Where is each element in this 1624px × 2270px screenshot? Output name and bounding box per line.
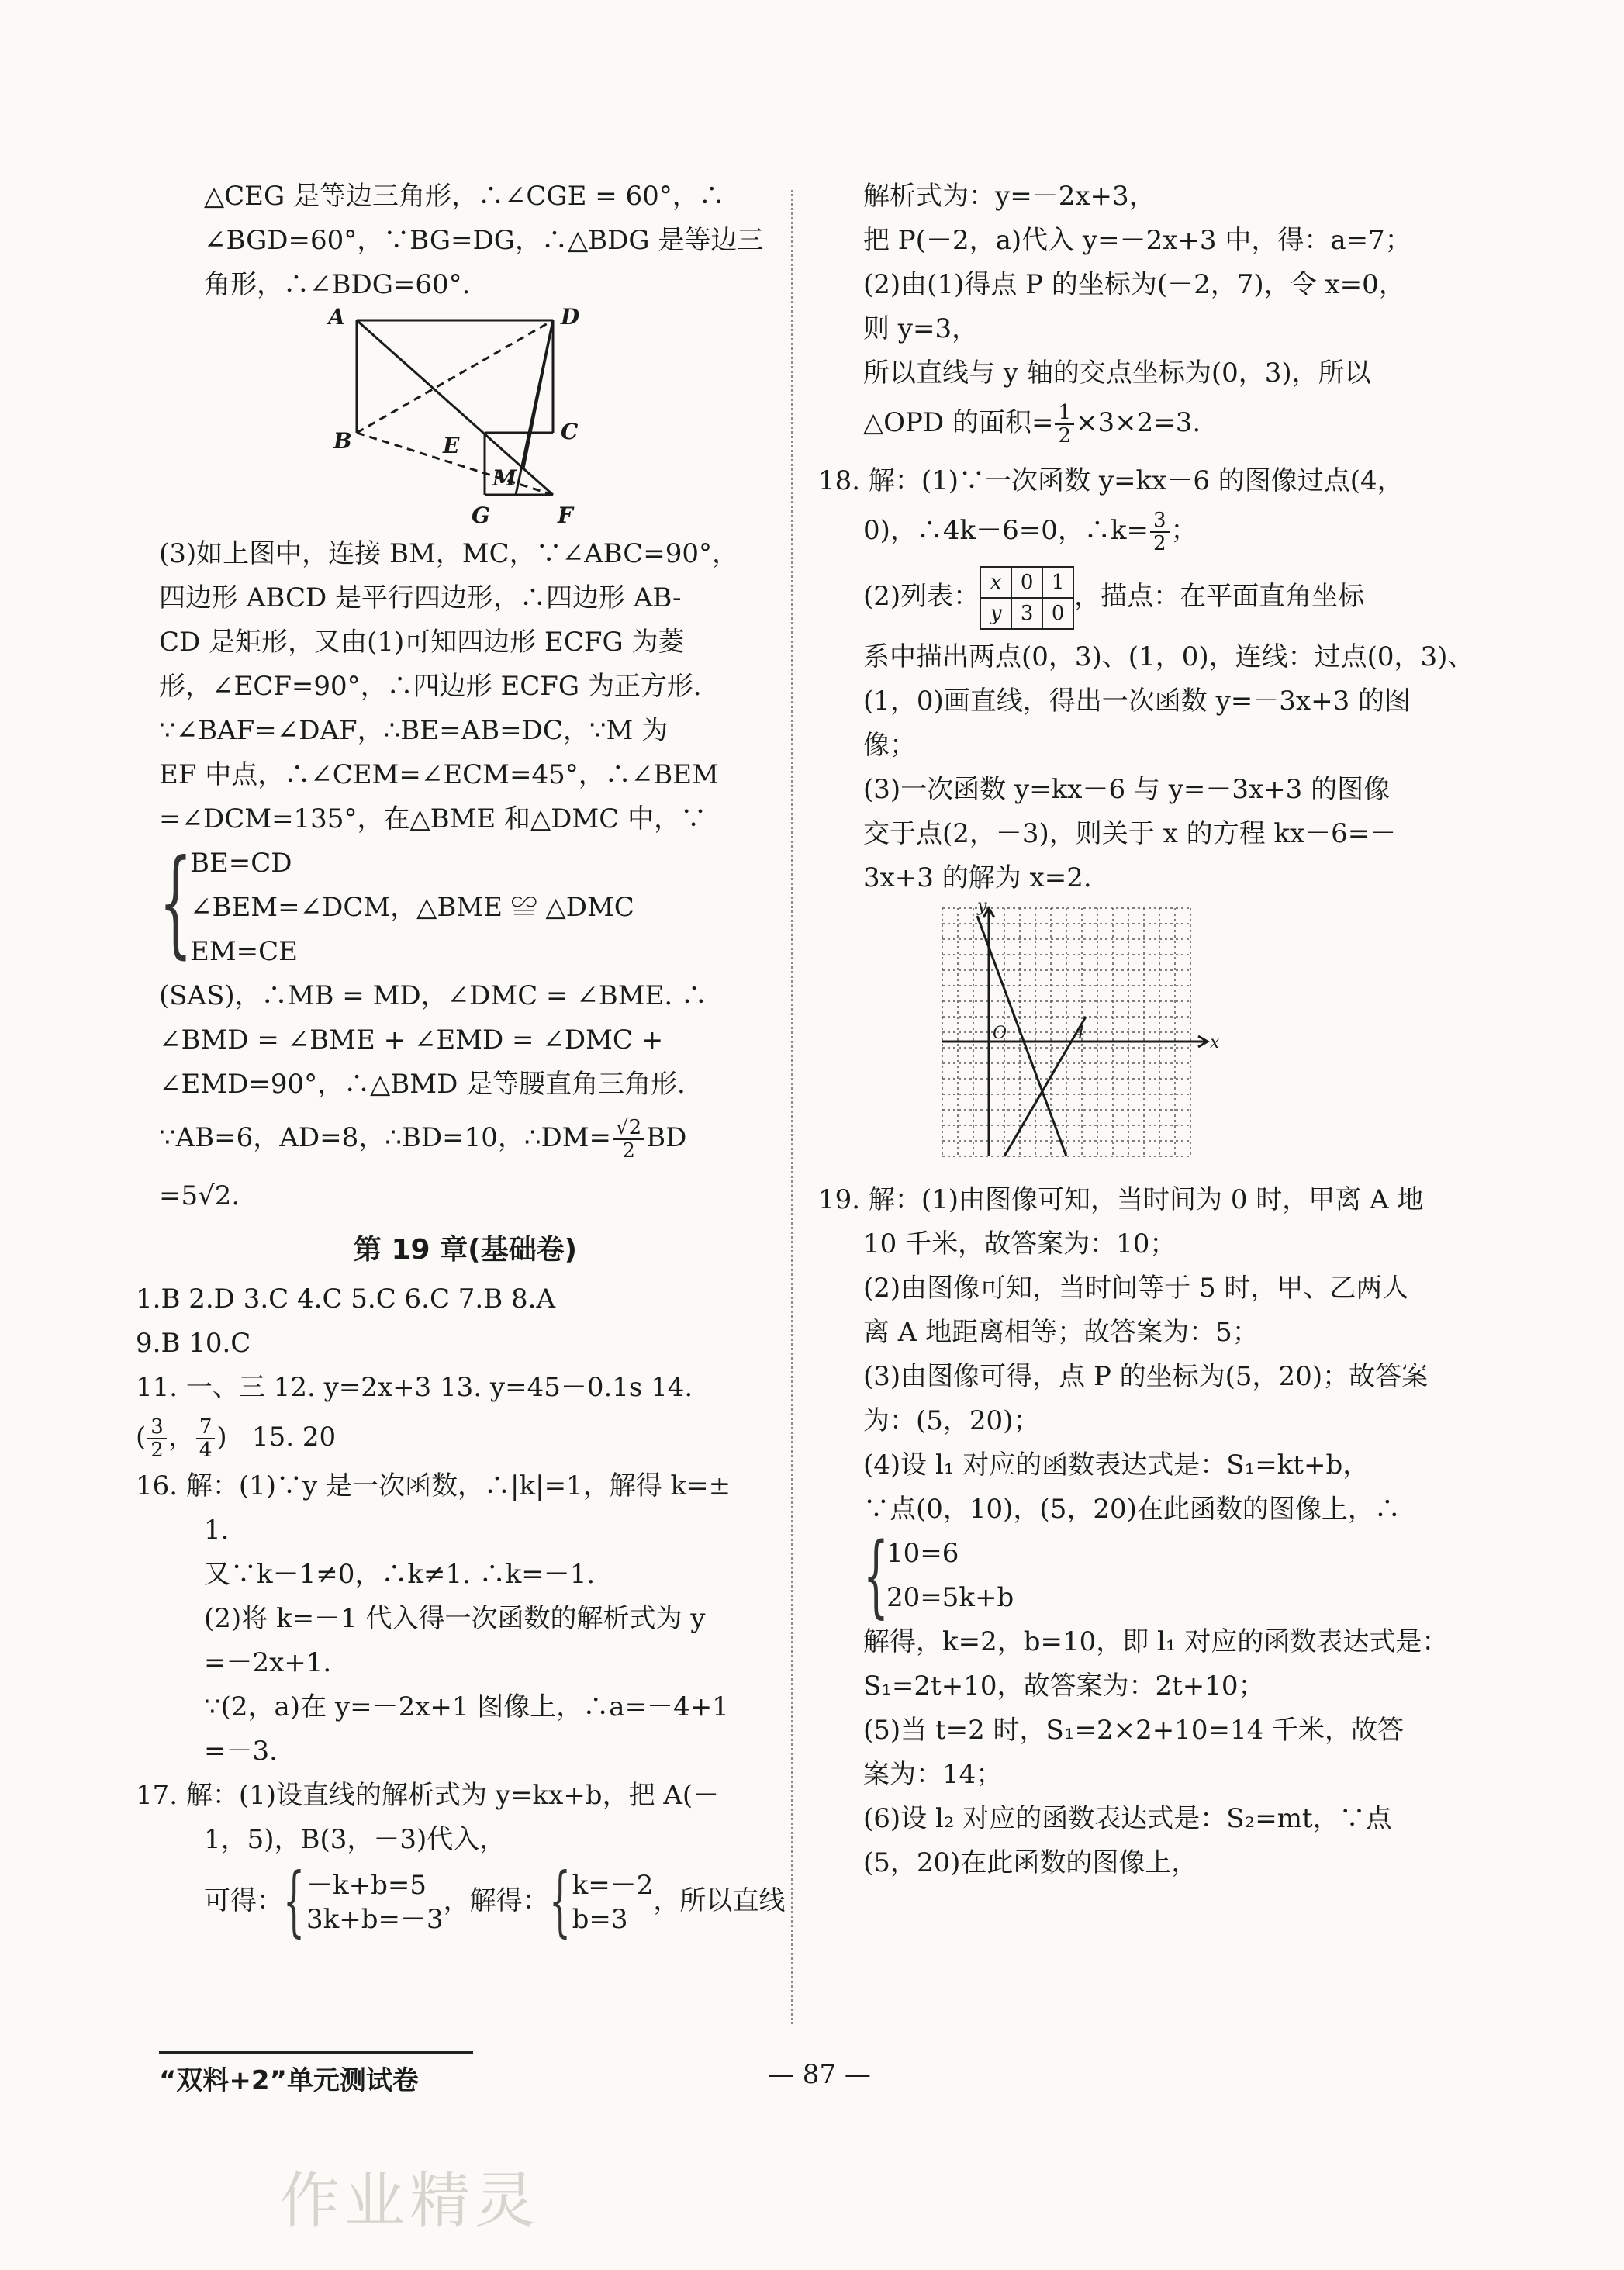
text-line: (3)由图像可得，点 P 的坐标为(5，20)；故答案 xyxy=(863,1361,1429,1392)
text-line: 系中描出两点(0，3)、(1，0)，连线：过点(0，3)、 xyxy=(863,641,1474,672)
text-line: 所以直线与 y 轴的交点坐标为(0，3)，所以 xyxy=(863,358,1371,389)
text-line: ∠BMD = ∠BME + ∠EMD = ∠DMC + xyxy=(159,1024,664,1056)
label-A: A xyxy=(328,307,345,330)
label-F: F xyxy=(558,503,573,528)
label-D: D xyxy=(561,307,580,330)
point-label: 4 xyxy=(1074,1024,1085,1043)
system-line: ∠BEM=∠DCM，△BME ≌ △DMC xyxy=(190,892,634,923)
equation-system xyxy=(283,1857,444,1946)
answers-line xyxy=(136,1410,772,1464)
watermark: 作业精灵 xyxy=(279,2166,541,2236)
text-line: S₁=2t+10，故答案为：2t+10； xyxy=(863,1671,1265,1702)
text-line: (5，20)在此函数的图像上， xyxy=(863,1847,1198,1878)
text-fragment: ，所以直线 xyxy=(653,1885,786,1916)
text-fragment: 可得： xyxy=(204,1885,283,1916)
text-line: (2)由图像可知，当时间等于 5 时，甲、乙两人 xyxy=(863,1273,1409,1304)
text-line: 3x+3 的解为 x=2. xyxy=(863,862,1092,893)
label-G: G xyxy=(472,503,490,528)
text-line: 形，∠ECF=90°，∴四边形 ECFG 为正方形． xyxy=(159,671,720,702)
label-E: E xyxy=(443,433,460,458)
value-table xyxy=(980,566,1074,630)
fraction-denominator: 2 xyxy=(150,1439,164,1462)
brace-symbol: { xyxy=(283,1857,306,1946)
right-column xyxy=(818,174,1474,1885)
fraction-numerator: √2 xyxy=(613,1117,644,1140)
text-line: (1，0)画直线，得出一次函数 y=－3x+3 的图 xyxy=(863,686,1411,717)
text-line: 离 A 地距离相等；故答案为：5； xyxy=(863,1317,1259,1348)
label-M: M xyxy=(492,465,517,491)
system-line: BE=CD xyxy=(190,848,292,879)
text-line: 17. 解：(1)设直线的解析式为 y=kx+b，把 A(－ xyxy=(136,1780,720,1811)
table-cell: 0 xyxy=(1011,567,1042,598)
fraction-numerator: 1 xyxy=(1055,402,1074,425)
fraction xyxy=(613,1117,644,1162)
text-line xyxy=(818,503,1439,558)
fraction-denominator: 2 xyxy=(1152,532,1166,555)
table-cell: x xyxy=(980,567,1011,598)
brace-symbol: { xyxy=(863,1524,889,1628)
text-line: 为：(5，20)； xyxy=(863,1405,1040,1436)
text-line: (6)设 l₂ 对应的函数表达式是：S₂=mt，∵点 xyxy=(863,1803,1392,1834)
text-line: 案为：14； xyxy=(863,1759,1003,1790)
page-number: — 87 — xyxy=(768,2059,871,2090)
text-line: 16. 解：(1)∵y 是一次函数，∴|k|=1，解得 k=± xyxy=(136,1470,731,1501)
comma: ， xyxy=(168,1422,195,1453)
table-row xyxy=(980,567,1073,598)
text-line: (3)一次函数 y=kx－6 与 y=－3x+3 的图像 xyxy=(863,774,1391,805)
table-row xyxy=(980,598,1073,629)
bd-line xyxy=(159,1107,772,1169)
equation: －k+b=5 xyxy=(306,1870,427,1901)
label-C: C xyxy=(561,419,579,444)
table-cell: 3 xyxy=(1011,598,1042,629)
value-table-line xyxy=(818,558,1439,635)
geometry-figure xyxy=(159,307,772,532)
text-line: 18. 解：(1)∵一次函数 y=kx－6 的图像过点(4， xyxy=(818,465,1404,496)
q17-system-line xyxy=(159,1857,786,1946)
text-line: 又∵k－1≠0，∴k≠1. ∴k=－1. xyxy=(204,1559,596,1590)
text-line: (SAS)，∴MB = MD，∠DMC = ∠BME. ∴ xyxy=(159,980,708,1011)
text-line: 交于点(2，－3)，则关于 x 的方程 kx－6=－ xyxy=(863,818,1397,849)
fraction-numerator: 3 xyxy=(147,1416,167,1439)
text-line: 像； xyxy=(863,730,916,761)
text-line: ∵(2，a)在 y=－2x+1 图像上，∴a=－4+1 xyxy=(204,1691,729,1722)
x-axis-label: x xyxy=(1210,1033,1220,1052)
answers-line: 1.B 2.D 3.C 4.C 5.C 6.C 7.B 8.A xyxy=(136,1284,556,1315)
text-line: (5)当 t=2 时，S₁=2×2+10=14 千米，故答 xyxy=(863,1715,1405,1746)
answer-15: 15. 20 xyxy=(226,1422,337,1453)
text-line: =5√2. xyxy=(159,1180,240,1211)
text-line: EF 中点，∴∠CEM=∠ECM=45°，∴∠BEM xyxy=(159,759,719,790)
text-line: =∠DCM=135°，在△BME 和△DMC 中，∵ xyxy=(159,803,707,834)
text-fragment: ； xyxy=(1170,515,1197,546)
column-divider xyxy=(791,190,793,2024)
paren: ) xyxy=(216,1422,227,1453)
text-line: (4)设 l₁ 对应的函数表达式是：S₁=kt+b， xyxy=(863,1449,1370,1481)
text-line: △CEG 是等边三角形，∴∠CGE = 60°，∴ xyxy=(204,181,725,212)
table-cell: 0 xyxy=(1042,598,1073,629)
bd-prefix: ∵AB=6，AD=8，∴BD=10，∴DM= xyxy=(159,1122,612,1153)
fraction xyxy=(1150,510,1170,555)
chapter-heading: 第 19 章(基础卷) xyxy=(353,1234,578,1266)
text-line: =－2x+1. xyxy=(204,1647,332,1678)
text-line: CD 是矩形，又由(1)可知四边形 ECFG 为菱 xyxy=(159,627,685,658)
answers-line: 9.B 10.C xyxy=(136,1328,251,1359)
text-line: 解析式为：y=－2x+3， xyxy=(863,181,1156,212)
text-line: 1. xyxy=(204,1515,230,1546)
text-line: 四边形 ABCD 是平行四边形，∴四边形 AB- xyxy=(159,582,682,613)
text-line: (3)如上图中，连接 BM，MC，∵∠ABC=90°， xyxy=(159,538,739,569)
table-cell: y xyxy=(980,598,1011,629)
equation: b=3 xyxy=(572,1904,628,1935)
fraction-numerator: 3 xyxy=(1150,510,1170,533)
text-line: ∠EMD=90°，∴△BMD 是等腰直角三角形． xyxy=(159,1069,704,1100)
area-line xyxy=(818,396,1439,450)
label-B: B xyxy=(333,428,352,454)
text-fragment: 0)，∴4k－6=0，∴k= xyxy=(863,515,1149,546)
fraction-denominator: 4 xyxy=(199,1439,213,1462)
text-fragment: ，解得： xyxy=(443,1885,549,1916)
brace-symbol: { xyxy=(548,1857,571,1946)
text-line: ∠BGD=60°，∵BG=DG，∴△BDG 是等边三 xyxy=(204,225,764,256)
equation-system xyxy=(548,1857,654,1946)
text-line: 则 y=3， xyxy=(863,313,979,344)
function-line-1 xyxy=(977,916,1066,1156)
bd-suffix: BD xyxy=(646,1122,687,1153)
text-line: (2)将 k=－1 代入得一次函数的解析式为 y xyxy=(204,1603,706,1634)
text-line: 把 P(－2，a)代入 y=－2x+3 中，得：a=7； xyxy=(863,225,1411,256)
text-fragment: ，描点：在平面直角坐标 xyxy=(1074,581,1365,612)
text-line: 角形，∴∠BDG=60°. xyxy=(204,269,471,300)
text-line: 解得，k=2，b=10，即 l₁ 对应的函数表达式是： xyxy=(863,1626,1449,1657)
text-line: 1，5)，B(3，－3)代入， xyxy=(204,1824,506,1855)
text-line: ∵∠BAF=∠DAF，∴BE=AB=DC，∵M 为 xyxy=(159,715,669,746)
equation-system xyxy=(159,835,772,974)
brace-symbol: { xyxy=(159,835,192,970)
system-line: 20=5k+b xyxy=(886,1582,1014,1613)
origin-label: O xyxy=(993,1024,1007,1043)
fraction-denominator: 2 xyxy=(622,1139,635,1163)
equation-system xyxy=(818,1524,1439,1628)
table-cell: 1 xyxy=(1042,567,1073,598)
text-fragment: △OPD 的面积= xyxy=(863,407,1054,438)
text-line: (2)由(1)得点 P 的坐标为(－2，7)，令 x=0， xyxy=(863,269,1405,300)
paren: ( xyxy=(136,1422,147,1453)
footer-rule xyxy=(159,2051,473,2054)
system-line: 10=6 xyxy=(886,1538,959,1569)
function-graph xyxy=(818,900,1439,1164)
text-line: 10 千米，故答案为：10； xyxy=(863,1228,1177,1259)
system-line: EM=CE xyxy=(190,936,298,967)
fraction-numerator: 7 xyxy=(196,1416,216,1439)
footer-title: “双料+2”单元测试卷 xyxy=(159,2065,419,2096)
text-line: =－3. xyxy=(204,1736,278,1767)
text-fragment: (2)列表： xyxy=(863,581,980,612)
fraction xyxy=(196,1416,216,1461)
text-line: 19. 解：(1)由图像可知，当时间为 0 时，甲离 A 地 xyxy=(818,1184,1424,1215)
fraction xyxy=(147,1416,167,1461)
fraction xyxy=(1055,402,1074,447)
y-axis-label: y xyxy=(977,900,987,916)
equation: k=－2 xyxy=(572,1870,654,1901)
text-fragment: ×3×2=3. xyxy=(1076,407,1201,438)
left-column xyxy=(136,174,786,1946)
equation: 3k+b=－3 xyxy=(306,1904,444,1935)
fraction-denominator: 2 xyxy=(1058,424,1072,447)
text-line: ∵点(0，10)，(5，20)在此函数的图像上，∴ xyxy=(863,1494,1401,1525)
answers-line: 11. 一、三 12. y=2x+3 13. y=45－0.1s 14. xyxy=(136,1372,693,1403)
